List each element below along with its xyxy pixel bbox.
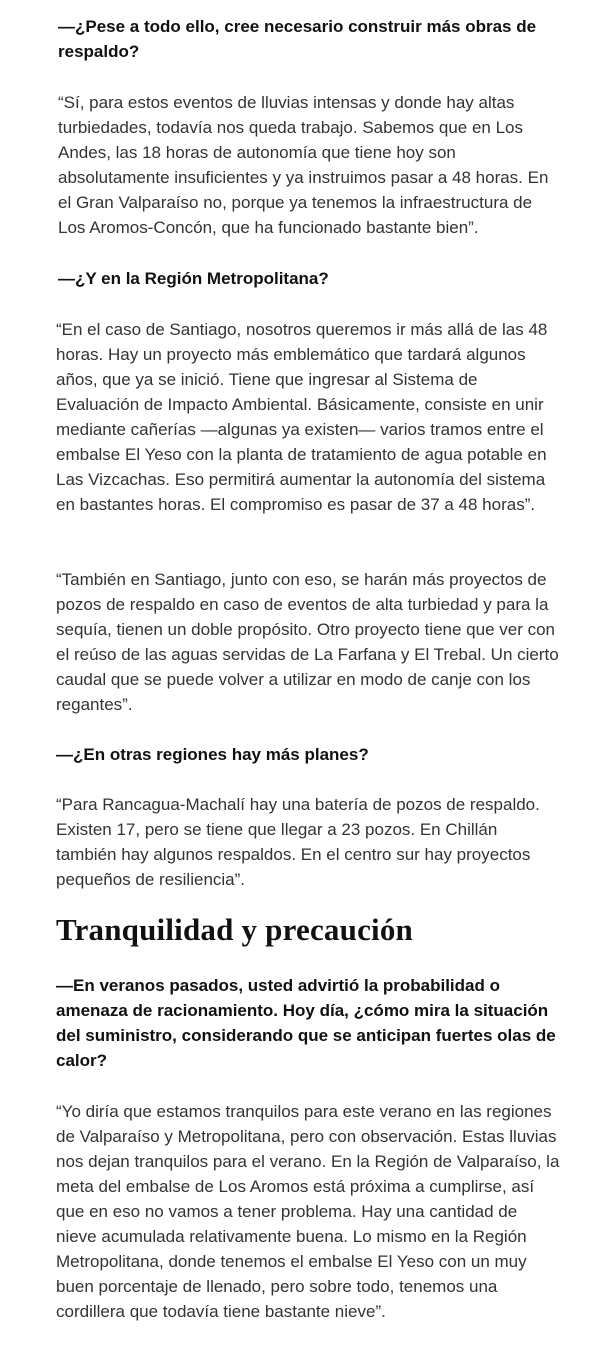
interview-answer: “Yo diría que estamos tranquilos para este verano en las regiones de Valparaíso y Metropolitana, pero con observación. Estas lluvias nos dejan tranquilos para el verano. En la Región de Valparaíso, la meta del embalse de Los Aromos está próxima a cumplirse, así que en eso no vamos a tener problema. Hay una cantidad de nieve acumulada relativamente buena. Lo mismo en la Región Metropolitana, donde tenemos el embalse El Yeso con un muy buen porcentaje de llenado, pero sobre todo, tenemos una cordillera que todavía tiene bastante nieve”. <box>56 1102 560 1321</box>
interview-question: —¿Y en la Región Metropolitana? <box>58 269 329 288</box>
interview-answer: “En el caso de Santiago, nosotros queremos ir más allá de las 48 horas. Hay un proyecto más emblemático que tardará algunos años, que ya se inició. Tiene que ingresar al Sistema de Evaluación de Impacto Ambiental. Básicamente, consiste en unir mediante cañerías —algunas ya existen— varios tramos entre el embalse El Yeso con la planta de tratamiento de agua potable en Las Vizcachas. Eso permitirá aumentar la autonomía del sistema en bastantes horas. El compromiso es pasar de 37 a 48 horas”. <box>56 320 548 514</box>
section-heading: Tranquilidad y precaución <box>56 912 413 947</box>
interview-answer: “Para Rancagua-Machalí hay una batería de pozos de respaldo. Existen 17, pero se tiene que llegar a 23 pozos. En Chillán también hay algunos respaldos. En el centro sur hay proyectos pequeños de resiliencia”. <box>56 795 540 889</box>
interview-question: —¿En otras regiones hay más planes? <box>56 745 369 764</box>
interview-answer: “Sí, para estos eventos de lluvias intensas y donde hay altas turbiedades, todavía nos queda trabajo. Sabemos que en Los Andes, las 18 horas de autonomía que tiene hoy son absolutamente insuficientes y ya instruimos pasar a 48 horas. En el Gran Valparaíso no, porque ya tenemos la infraestructura de Los Aromos-Concón, que ha funcionado bastante bien”. <box>58 93 549 237</box>
interview-question: —En veranos pasados, usted advirtió la probabilidad o amenaza de racionamiento. Hoy día, ¿cómo mira la situación del suministro, considerando que se anticipan fuertes olas de calor? <box>56 976 556 1070</box>
interview-answer: “También en Santiago, junto con eso, se harán más proyectos de pozos de respaldo en caso de eventos de alta turbiedad y para la sequía, tienen un doble propósito. Otro proyecto tiene que ver con el reúso de las aguas servidas de La Farfana y El Trebal. Un cierto caudal que se puede volver a utilizar en modo de canje con los regantes”. <box>56 570 559 714</box>
interview-question: —¿Pese a todo ello, cree necesario construir más obras de respaldo? <box>58 17 537 61</box>
